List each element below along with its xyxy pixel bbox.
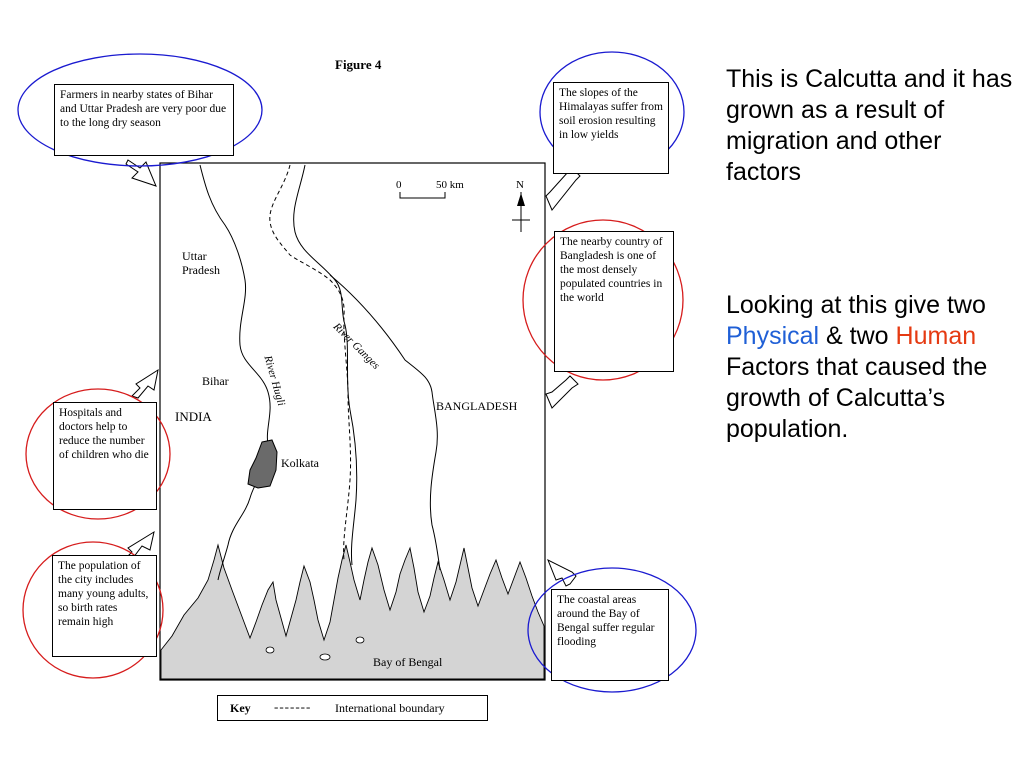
arrow-bangladesh xyxy=(546,376,578,408)
key-title: Key xyxy=(230,701,251,715)
label-bangladesh: BANGLADESH xyxy=(436,399,518,413)
map-key xyxy=(217,695,488,721)
annotation-himalayas: The slopes of the Himalayas suffer from soil erosion resulting in low yields xyxy=(553,82,669,174)
figure-title: Figure 4 xyxy=(335,57,382,72)
annotation-population: The population of the city includes many young adults, so birth rates remain high xyxy=(52,555,157,657)
arrow-coastal xyxy=(548,560,576,586)
arrow-hospitals xyxy=(132,370,158,398)
annotation-hospitals: Hospitals and doctors help to reduce the number of children who die xyxy=(53,402,157,510)
annotation-coastal: The coastal areas around the Bay of Bengal suffer regular flooding xyxy=(551,589,669,681)
annotation-farmers: Farmers in nearby states of Bihar and Uttar Pradesh are very poor due to the long dry season xyxy=(54,84,234,156)
annotation-bangladesh: The nearby country of Bangladesh is one of the most densely populated countries in the world xyxy=(554,231,674,372)
p2-part1: Looking at this give two xyxy=(726,291,986,319)
label-uttar-pradesh: Uttar Pradesh xyxy=(182,249,220,277)
label-scale-50km: 50 km xyxy=(436,179,464,191)
right-paragraph-2 xyxy=(726,290,1016,445)
physical-word: Physical xyxy=(726,322,820,350)
label-river-hugli: River Hugli xyxy=(261,354,288,408)
p2-part3: Factors that caused the growth of Calcutta’s population. xyxy=(726,353,988,443)
label-north: N xyxy=(516,179,524,191)
label-scale-0: 0 xyxy=(396,179,402,191)
key-label: International boundary xyxy=(335,701,445,715)
key-dashes: ------- xyxy=(274,699,312,714)
arrow-himalayas xyxy=(546,168,580,210)
human-word: Human xyxy=(895,322,977,350)
label-india: INDIA xyxy=(175,409,212,424)
p2-part2: & two xyxy=(826,322,889,350)
label-kolkata: Kolkata xyxy=(281,456,319,470)
right-paragraph-1: This is Calcutta and it has grown as a result of migration and other factors xyxy=(726,65,1013,186)
label-bihar: Bihar xyxy=(202,374,229,388)
arrow-farmers xyxy=(126,160,156,186)
label-bay-of-bengal: Bay of Bengal xyxy=(373,655,443,669)
label-river-ganges: River Ganges xyxy=(330,320,382,372)
